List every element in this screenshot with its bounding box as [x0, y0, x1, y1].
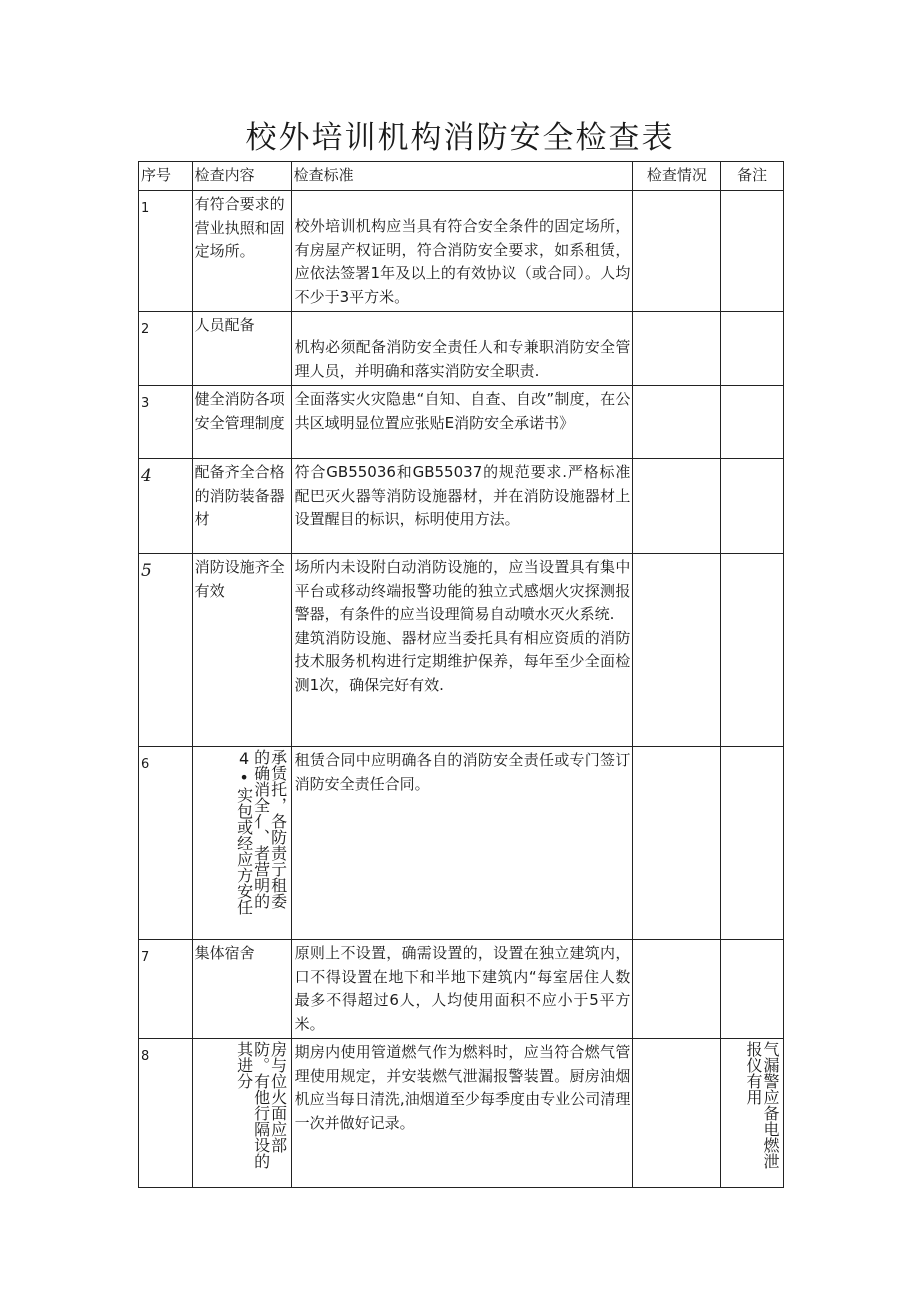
table-row [139, 554, 784, 747]
row-item: 健全消防各项安全管理制度 [192, 386, 291, 459]
header-standard: 检查标准 [291, 162, 633, 191]
row-note[interactable] [721, 459, 784, 554]
header-item: 检查内容 [192, 162, 291, 191]
header-no: 序号 [139, 162, 193, 191]
row-status[interactable] [633, 386, 721, 459]
row-note[interactable] [721, 386, 784, 459]
row-status[interactable] [633, 459, 721, 554]
header-note: 备注 [721, 162, 784, 191]
row-status[interactable] [633, 747, 721, 940]
row-standard [291, 312, 633, 386]
row-status[interactable] [633, 940, 721, 1039]
table-row [139, 1039, 784, 1188]
table-header-row [139, 162, 784, 191]
row-item [192, 747, 291, 940]
table-row [139, 191, 784, 312]
row-item: 集体宿舍 [192, 940, 291, 1039]
row-note[interactable] [721, 554, 784, 747]
row-item: 配备齐全合格的消防装备器材 [192, 459, 291, 554]
row-standard-text: 校外培训机构应当具有符合安全条件的固定场所，有房屋产权证明，符合消防安全要求，如系租赁，应依法签署1年及以上的有效协议（或合同）。人均不少于3平方米。 [294, 217, 631, 306]
row-status[interactable] [633, 554, 721, 747]
row-item: 消防设施齐全有效 [192, 554, 291, 747]
row-no: 4 [139, 459, 193, 554]
row-standard: 租赁合同中应明确各自的消防安全责任或专门签订消防安全责任合同。 [291, 747, 633, 940]
row-note[interactable] [721, 747, 784, 940]
row-standard [291, 191, 633, 312]
row-status[interactable] [633, 1039, 721, 1188]
row-item: 有符合要求的营业执照和固定场所。 [192, 191, 291, 312]
table-row [139, 386, 784, 459]
row-no: 1 [139, 191, 193, 312]
row-standard [291, 554, 633, 747]
row-note[interactable] [721, 312, 784, 386]
row-no: 7 [139, 940, 193, 1039]
header-status: 检查情况 [633, 162, 721, 191]
row-no: 6 [139, 747, 193, 940]
inspection-table [138, 161, 784, 1188]
row-no: 2 [139, 312, 193, 386]
row-no: 8 [139, 1039, 193, 1188]
row-note[interactable] [721, 1039, 784, 1188]
row-no: 5 [139, 554, 193, 747]
row-standard: 全面落实火灾隐患“自知、自查、自改”制度，在公共区域明显位置应张贴E消防安全承诺书》 [291, 386, 633, 459]
row-note[interactable] [721, 191, 784, 312]
row-no: 3 [139, 386, 193, 459]
table-row [139, 312, 784, 386]
table-row [139, 940, 784, 1039]
row-standard: 符合GB55036和GB55037的规范要求.严格标准配巴灭火器等消防设施器材，并在消防设施器材上设置醒目的标识，标明使用方法。 [291, 459, 633, 554]
row-note-vertical-text: 气漏警应备电燃泄报仪有用 [744, 1041, 780, 1169]
row-note[interactable] [721, 940, 784, 1039]
row-standard: 期房内使用管道燃气作为燃料时，应当符合燃气管理使用规定，并安装燃气泄漏报警装置。厨房油烟机应当每日清洗,油烟道至少每季度由专业公司清理一次并做好记录。 [291, 1039, 633, 1188]
row-standard-para-2: 建筑消防设施、器材应当委托具有相应资质的消防技术服务机构进行定期维护保养，每年至少全面检测1次，确保完好有效. [294, 628, 631, 694]
row-item-vertical-text: 承赁托，各防责亍租委的确消全亻、者营明的4•实包或经应方安任 [234, 749, 288, 915]
row-standard: 原则上不设置，确需设置的，设置在独立建筑内，口不得设置在地下和半地下建筑内“每室居住人数最多不得超过6人，人均使用面积不应小于5平方米。 [291, 940, 633, 1039]
row-item-vertical-text: 房与位火面应部防。有他行隔设的其进分 [234, 1041, 288, 1169]
row-item [192, 1039, 291, 1188]
row-status[interactable] [633, 312, 721, 386]
table-row [139, 459, 784, 554]
row-status[interactable] [633, 191, 721, 312]
page-title: 校外培训机构消防安全检查表 [245, 120, 675, 156]
row-item: 人员配备 [192, 312, 291, 386]
row-standard-text: 机构必须配备消防安全责任人和专兼职消防安全管理人员，并明确和落实消防安全职责. [294, 338, 631, 380]
row-standard-para-1: 场所内未设附白动消防设施的，应当设置具有集中平台或移动终端报警功能的独立式感烟火灾探测报警器，有条件的应当设理简易自动喷水灭火系统. [294, 558, 631, 623]
table-row [139, 747, 784, 940]
